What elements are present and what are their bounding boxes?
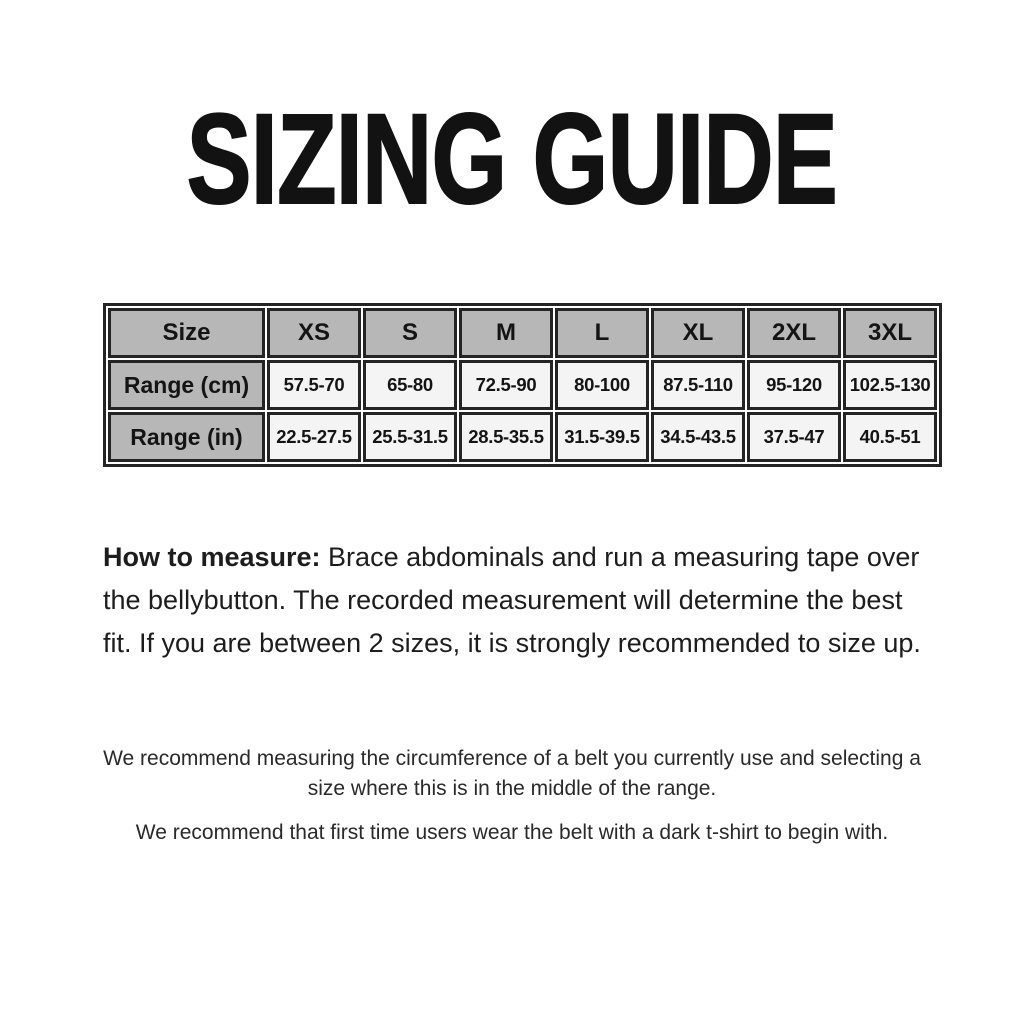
- cell-value: 72.5-90: [459, 360, 553, 410]
- cell-value: 87.5-110: [651, 360, 745, 410]
- how-to-measure-text: Brace abdominals and run a measuring tape over the bellybutton. The recorded measurement will determine the best fit. If you are between 2 sizes, it is strongly recommended to size up.: [103, 542, 921, 659]
- cell-value: 80-100: [555, 360, 649, 410]
- table-header-row: [108, 308, 937, 358]
- sizing-table: [103, 303, 942, 467]
- cell-value: 31.5-39.5: [555, 412, 649, 462]
- cell-value: 25.5-31.5: [363, 412, 457, 462]
- cell-value: 34.5-43.5: [651, 412, 745, 462]
- table-row-range-in: [108, 412, 937, 462]
- cell-value: 65-80: [363, 360, 457, 410]
- row-label-range-cm: Range (cm): [108, 360, 265, 410]
- cell-value: 40.5-51: [843, 412, 937, 462]
- header-cell-3xl: 3XL: [843, 308, 937, 358]
- header-cell-xs: XS: [267, 308, 361, 358]
- how-to-measure-label: How to measure:: [103, 542, 321, 572]
- header-cell-2xl: 2XL: [747, 308, 841, 358]
- cell-value: 22.5-27.5: [267, 412, 361, 462]
- table-row-range-cm: [108, 360, 937, 410]
- header-cell-xl: XL: [651, 308, 745, 358]
- cell-value: 57.5-70: [267, 360, 361, 410]
- row-label-range-in: Range (in): [108, 412, 265, 462]
- note-belt-circumference: We recommend measuring the circumference of a belt you currently use and selecting a size where this is in the middle of the range.: [103, 747, 921, 801]
- cell-value: 37.5-47: [747, 412, 841, 462]
- cell-value: 95-120: [747, 360, 841, 410]
- cell-value: 102.5-130: [843, 360, 937, 410]
- note-dark-tshirt: We recommend that first time users wear the belt with a dark t-shirt to begin with.: [135, 821, 889, 844]
- cell-value: 28.5-35.5: [459, 412, 553, 462]
- how-to-measure-paragraph: [103, 536, 921, 666]
- header-cell-m: M: [459, 308, 553, 358]
- header-cell-s: S: [363, 308, 457, 358]
- header-cell-size: Size: [108, 308, 265, 358]
- header-cell-l: L: [555, 308, 649, 358]
- page-title: SIZING GUIDE: [186, 88, 838, 231]
- title-wrap: [0, 88, 1024, 231]
